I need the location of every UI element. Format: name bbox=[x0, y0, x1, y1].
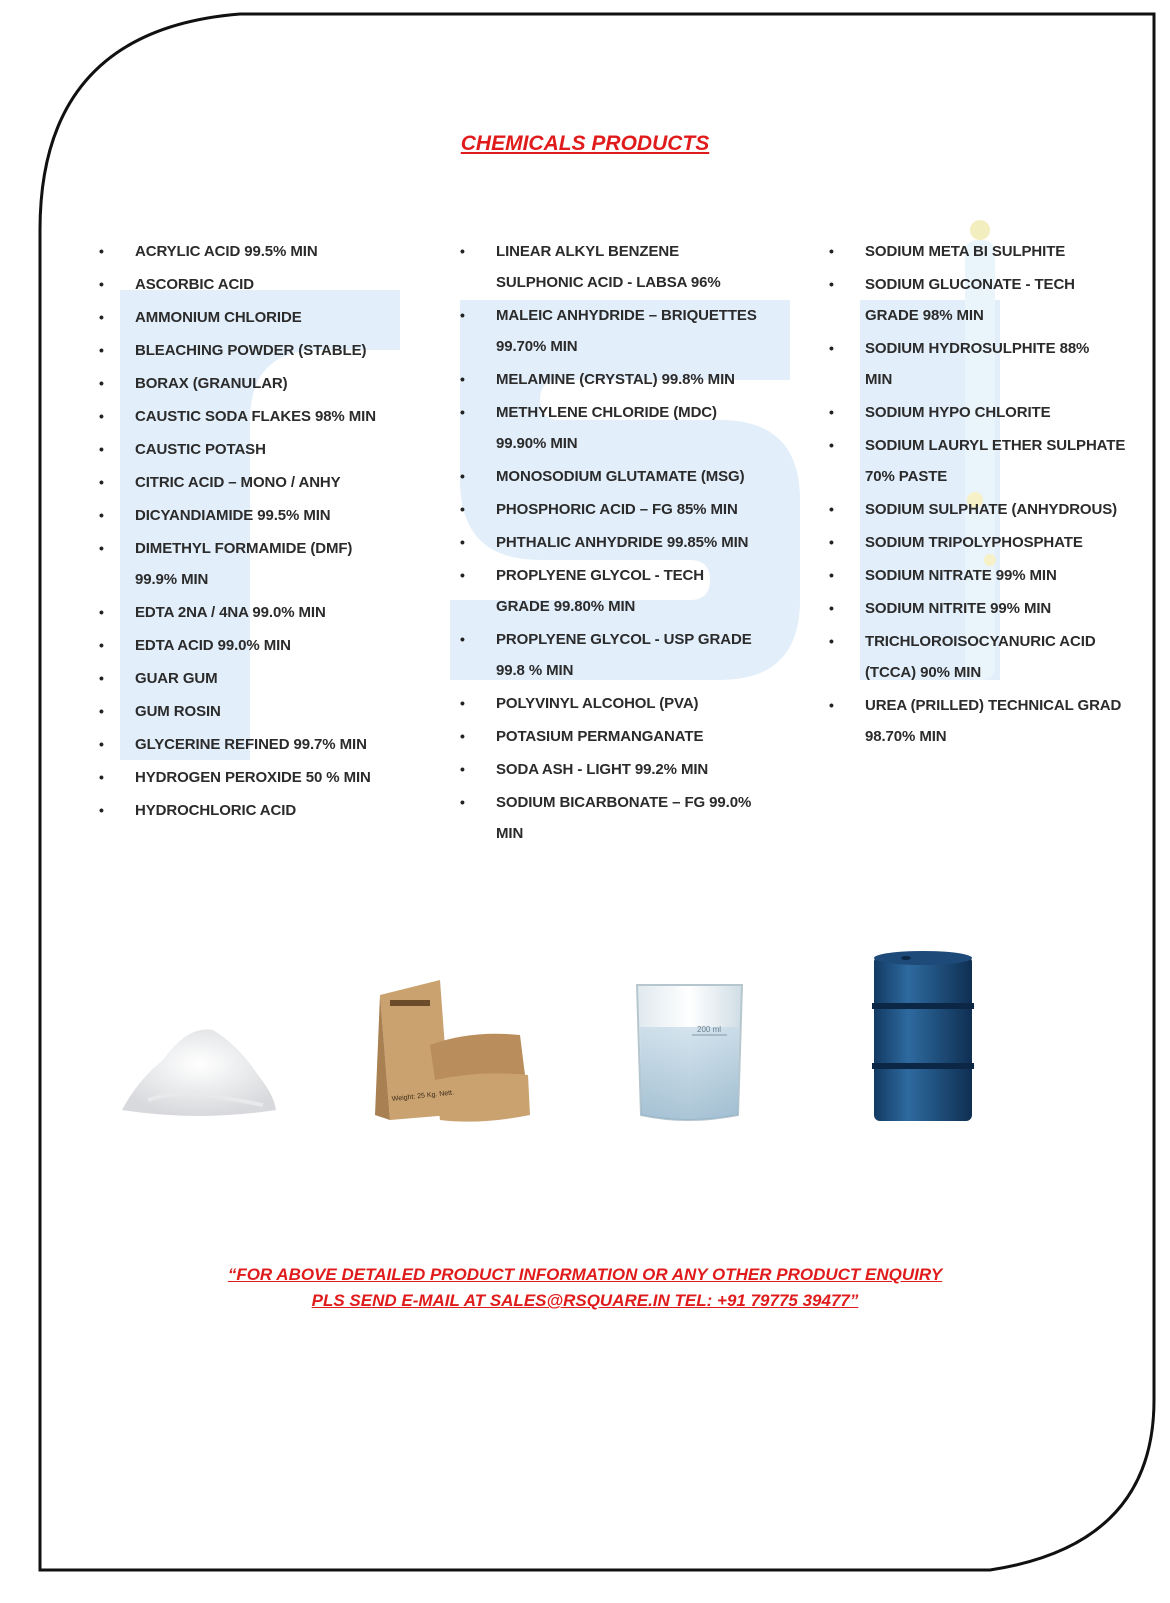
list-item: • MELAMINE (CRYSTAL) 99.8% MIN bbox=[460, 364, 760, 395]
list-item: • PROPLYENE GLYCOL - TECH GRADE 99.80% MIN bbox=[460, 560, 761, 622]
list-item: • HYDROGEN PEROXIDE 50 % MIN bbox=[99, 762, 399, 793]
list-item: • CAUSTIC POTASH bbox=[99, 434, 399, 465]
list-item: • GUAR GUM bbox=[99, 663, 399, 694]
list-item: • GUM ROSIN bbox=[99, 696, 399, 727]
product-list-column-1 bbox=[99, 236, 399, 828]
list-item: • METHYLENE CHLORIDE (MDC) 99.90% MIN bbox=[460, 397, 771, 459]
sack-label: Weight: 25 Kg. Nett. bbox=[391, 1089, 455, 1103]
list-item: • POTASIUM PERMANGANATE bbox=[460, 721, 760, 752]
beaker-label: 200 ml bbox=[697, 1025, 722, 1034]
list-item: • BORAX (GRANULAR) bbox=[99, 368, 399, 399]
list-item: • UREA (PRILLED) TECHNICAL GRAD 98.70% MIN bbox=[829, 690, 1145, 752]
sacks-image bbox=[370, 975, 535, 1125]
list-item: • PROPLYENE GLYCOL - USP GRADE 99.8 % MIN bbox=[460, 624, 761, 686]
list-item: • BLEACHING POWDER (STABLE) bbox=[99, 335, 399, 366]
drum-image bbox=[868, 948, 978, 1128]
enquiry-line-1: “FOR ABOVE DETAILED PRODUCT INFORMATION OR ANY OTHER PRODUCT ENQUIRY bbox=[227, 1265, 943, 1284]
list-item: • SODIUM TRIPOLYPHOSPHATE bbox=[829, 527, 1129, 558]
list-item: • TRICHLOROISOCYANURIC ACID (TCCA) 90% MIN bbox=[829, 626, 1135, 688]
list-item: • MALEIC ANHYDRIDE – BRIQUETTES 99.70% MIN bbox=[460, 300, 766, 362]
list-item: • EDTA ACID 99.0% MIN bbox=[99, 630, 399, 661]
list-item: • SODIUM HYPO CHLORITE bbox=[829, 397, 1129, 428]
list-item: • SODIUM HYDROSULPHITE 88% MIN bbox=[829, 333, 1115, 395]
list-item: • PHOSPHORIC ACID – FG 85% MIN bbox=[460, 494, 760, 525]
list-item: • SODIUM BICARBONATE – FG 99.0% MIN bbox=[460, 787, 766, 849]
list-item: • ACRYLIC ACID 99.5% MIN bbox=[99, 236, 399, 267]
enquiry-line-2: PLS SEND E-MAIL AT SALES@RSQUARE.IN TEL: +91 79775 39477” bbox=[311, 1291, 859, 1310]
powder-pile-image bbox=[118, 1000, 278, 1120]
list-item: • LINEAR ALKYL BENZENE SULPHONIC ACID - LABSA 96% bbox=[460, 236, 766, 298]
list-item: • POLYVINYL ALCOHOL (PVA) bbox=[460, 688, 760, 719]
list-item: • CITRIC ACID – MONO / ANHY bbox=[99, 467, 399, 498]
product-list-column-3 bbox=[829, 236, 1129, 754]
list-item: • DICYANDIAMIDE 99.5% MIN bbox=[99, 500, 399, 531]
list-item: • AMMONIUM CHLORIDE bbox=[99, 302, 399, 333]
list-item: • SODIUM NITRITE 99% MIN bbox=[829, 593, 1129, 624]
list-item: • GLYCERINE REFINED 99.7% MIN bbox=[99, 729, 399, 760]
list-item: • SODA ASH - LIGHT 99.2% MIN bbox=[460, 754, 760, 785]
list-item: • PHTHALIC ANHYDRIDE 99.85% MIN bbox=[460, 527, 760, 558]
list-item: • CAUSTIC SODA FLAKES 98% MIN bbox=[99, 401, 399, 432]
list-item: • EDTA 2NA / 4NA 99.0% MIN bbox=[99, 597, 399, 628]
list-item: • DIMETHYL FORMAMIDE (DMF) 99.9% MIN bbox=[99, 533, 375, 595]
product-list-column-2 bbox=[460, 236, 760, 851]
list-item: • MONOSODIUM GLUTAMATE (MSG) bbox=[460, 461, 760, 492]
list-item: • SODIUM NITRATE 99% MIN bbox=[829, 560, 1129, 591]
list-item: • SODIUM LAURYL ETHER SULPHATE 70% PASTE bbox=[829, 430, 1155, 492]
list-item: • SODIUM META BI SULPHITE bbox=[829, 236, 1129, 267]
list-item: • ASCORBIC ACID bbox=[99, 269, 399, 300]
list-item: • HYDROCHLORIC ACID bbox=[99, 795, 399, 826]
list-item: • SODIUM GLUCONATE - TECH GRADE 98% MIN bbox=[829, 269, 1095, 331]
enquiry-note bbox=[0, 1262, 1170, 1314]
page-title: CHEMICALS PRODUCTS bbox=[460, 132, 710, 155]
beaker-image bbox=[632, 975, 747, 1125]
list-item: • SODIUM SULPHATE (ANHYDROUS) bbox=[829, 494, 1129, 525]
